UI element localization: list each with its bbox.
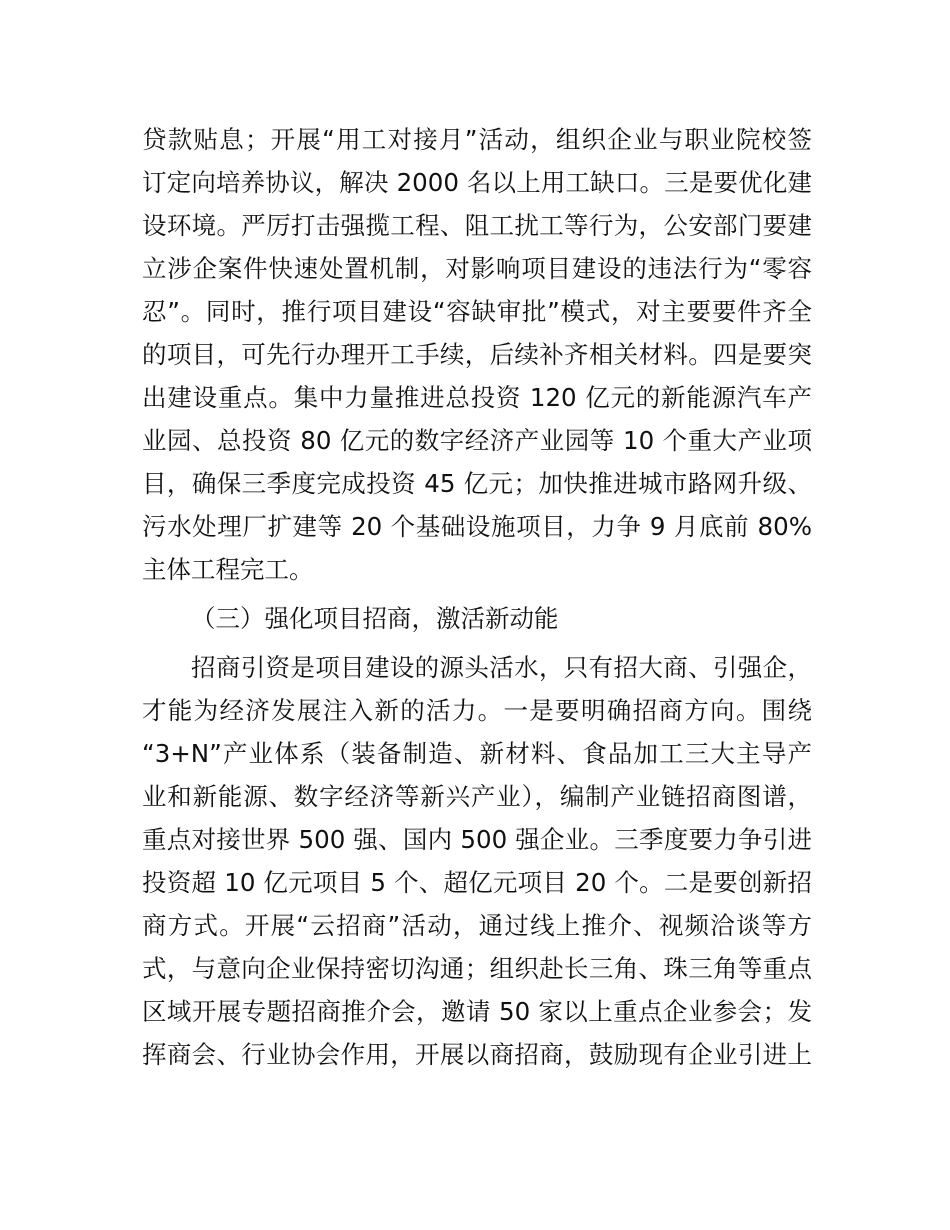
document-page — [142, 118, 812, 1076]
text-line: 才能为经济发展注入新的活力。一是要明确招商方向。围绕 — [142, 696, 812, 725]
text-line: 区域开展专题招商推介会，邀请 50 家以上重点企业参会；发 — [142, 997, 812, 1026]
text-line: 设环境。严厉打击强揽工程、阻工扰工等行为，公安部门要建 — [142, 211, 812, 240]
text-line: 商方式。开展“云招商”活动，通过线上推介、视频洽谈等方 — [142, 911, 812, 940]
text-line: 重点对接世界 500 强、国内 500 强企业。三季度要力争引进 — [142, 825, 812, 854]
text-line: 式，与意向企业保持密切沟通；组织赴长三角、珠三角等重点 — [142, 954, 812, 983]
text-line: 忍”。同时，推行项目建设“容缺审批”模式，对主要要件齐全 — [142, 297, 812, 326]
text-line: 贷款贴息；开展“用工对接月”活动，组织企业与职业院校签 — [142, 125, 812, 154]
text-line: 立涉企案件快速处置机制，对影响项目建设的违法行为“零容 — [142, 254, 812, 283]
paragraph-project-construction — [142, 118, 812, 591]
text-line: 挥商会、行业协会作用，开展以商招商，鼓励现有企业引进上 — [142, 1040, 812, 1069]
text-line: 主体工程完工。 — [142, 555, 314, 584]
text-line: “3+N”产业体系（装备制造、新材料、食品加工三大主导产 — [142, 739, 812, 768]
text-line: 投资超 10 亿元项目 5 个、超亿元项目 20 个。二是要创新招 — [142, 868, 812, 897]
text-line: 订定向培养协议，解决 2000 名以上用工缺口。三是要优化建 — [142, 168, 812, 197]
text-line: 出建设重点。集中力量推进总投资 120 亿元的新能源汽车产 — [142, 383, 812, 412]
paragraph-investment-promotion — [142, 646, 812, 1076]
text-line: 业和新能源、数字经济等新兴产业），编制产业链招商图谱， — [142, 782, 812, 811]
text-line: 业园、总投资 80 亿元的数字经济产业园等 10 个重大产业项 — [142, 426, 812, 455]
text-line: 目，确保三季度完成投资 45 亿元；加快推进城市路网升级、 — [142, 469, 812, 498]
text-line: 的项目，可先行办理开工手续，后续补齐相关材料。四是要突 — [142, 340, 812, 369]
text-line: 招商引资是项目建设的源头活水，只有招大商、引强企， — [191, 653, 812, 682]
text-line: 污水处理厂扩建等 20 个基础设施项目，力争 9 月底前 80% — [142, 512, 812, 541]
section-heading: （三）强化项目招商，激活新动能 — [191, 604, 559, 633]
